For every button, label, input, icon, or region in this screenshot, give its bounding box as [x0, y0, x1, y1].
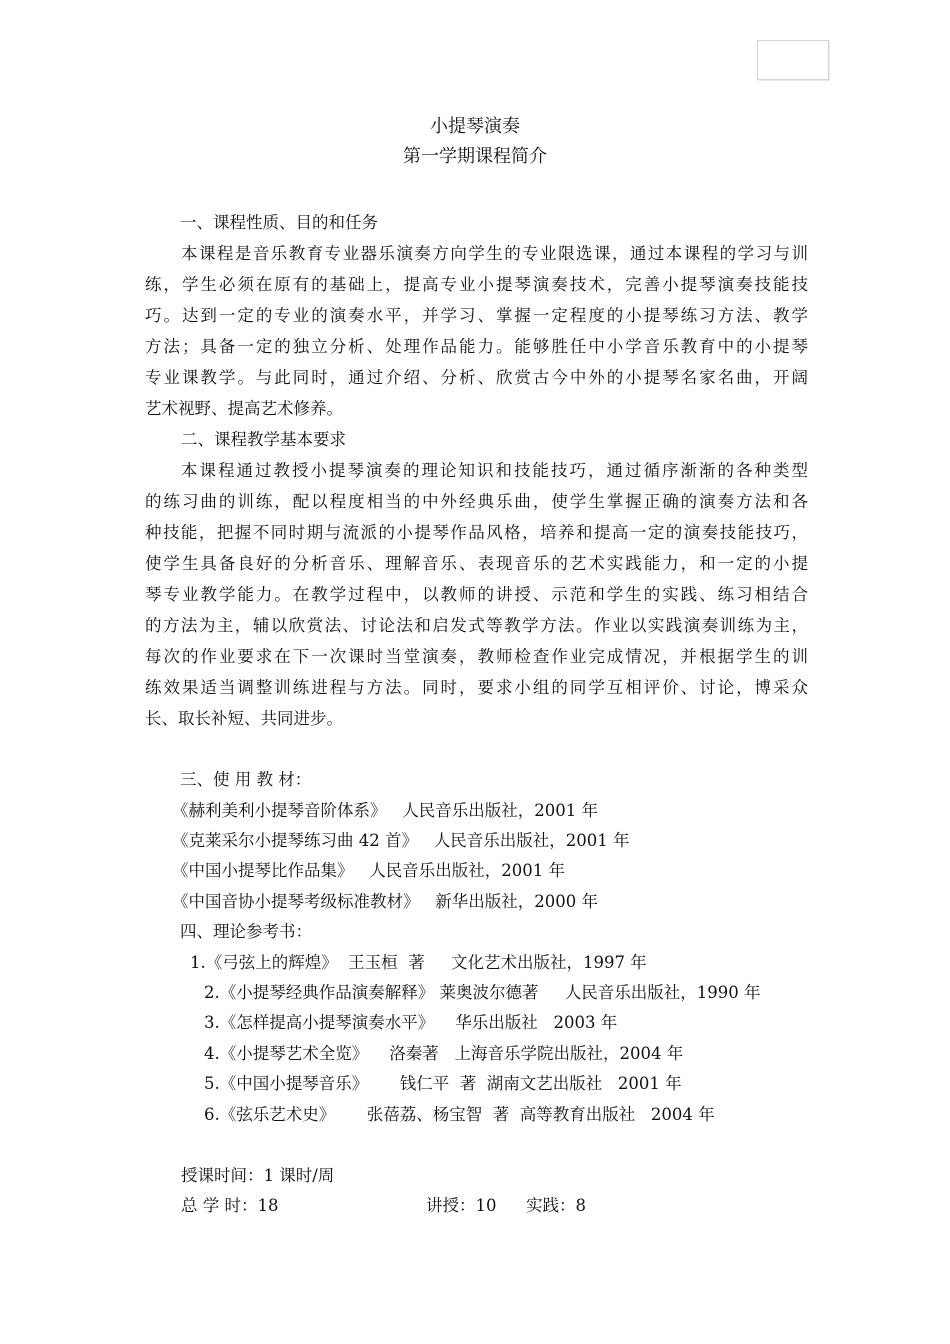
section1-line: 专业课教学。与此同时，通过介绍、分析、欣赏古今中外的小提琴名家名曲，开阔 — [145, 368, 808, 387]
reference-item: 4.《小提琴艺术全览》 洛秦著 上海音乐学院出版社，2004 年 — [204, 1044, 684, 1063]
section2-line: 本课程通过教授小提琴演奏的理论知识和技能技巧，通过循序渐渐的各种类型 — [181, 461, 808, 480]
section2-line: 种技能，把握不同时期与流派的小提琴作品风格，培养和提高一定的演奏技能技巧， — [145, 523, 808, 542]
reference-item: 2.《小提琴经典作品演奏解释》 莱奥波尔德著 人民音乐出版社，1990 年 — [204, 983, 761, 1002]
section2-line: 的方法为主，辅以欣赏法、讨论法和启发式等教学方法。作业以实践演奏训练为主， — [145, 616, 808, 635]
section1-line: 本课程是音乐教育专业器乐演奏方向学生的专业限选课，通过本课程的学习与训 — [181, 244, 808, 263]
textbook-item: 《中国音协小提琴考级标准教材》 新华出版社，2000 年 — [172, 892, 598, 911]
section2-line: 每次的作业要求在下一次课时当堂演奏，教师检查作业完成情况，并根据学生的训 — [145, 647, 808, 666]
textbook-item: 《赫利美利小提琴音阶体系》 人民音乐出版社，2001 年 — [172, 801, 598, 820]
section2-line: 长、取长补短、共同进步。 — [145, 709, 343, 728]
reference-item: 3.《怎样提高小提琴演奏水平》 华乐出版社 2003 年 — [204, 1013, 618, 1032]
section1-line: 练，学生必须在原有的基础上，提高专业小提琴演奏技术，完善小提琴演奏技能技 — [145, 275, 808, 294]
course-subtitle: 第一学期课程简介 — [403, 146, 547, 167]
section1-line: 方法；具备一定的独立分析、处理作品能力。能够胜任中小学音乐教育中的小提琴 — [145, 337, 808, 356]
section2-line: 使学生具备良好的分析音乐、理解音乐、表现音乐的艺术实践能力，和一定的小提 — [145, 554, 808, 573]
lecture-hours: 讲授：10 — [426, 1196, 497, 1215]
section1-line: 艺术视野、提高艺术修养。 — [145, 399, 343, 418]
section2-line: 琴专业教学能力。在教学过程中，以教师的讲授、示范和学生的实践、练习相结合 — [145, 585, 808, 604]
reference-item: 1.《弓弦上的辉煌》 王玉桓 著 文化艺术出版社，1997 年 — [190, 953, 647, 972]
section4-heading: 四、理论参考书： — [180, 922, 312, 941]
course-title: 小提琴演奏 — [430, 116, 520, 137]
section2-line: 练效果适当调整训练进程与方法。同时，要求小组的同学互相评价、讨论，博采众 — [145, 678, 808, 697]
total-hours: 总 学 时：18 — [181, 1196, 279, 1215]
section3-heading: 三、使 用 教 材： — [180, 770, 312, 789]
practice-hours: 实践：8 — [526, 1196, 586, 1215]
teaching-schedule: 授课时间：1 课时/周 — [181, 1166, 335, 1185]
reference-item: 6.《弦乐艺术史》 张蓓荔、杨宝智 著 高等教育出版社 2004 年 — [204, 1105, 715, 1124]
textbook-item: 《中国小提琴比作品集》 人民音乐出版社，2001 年 — [172, 861, 565, 880]
reference-item: 5.《中国小提琴音乐》 钱仁平 著 湖南文艺出版社 2001 年 — [204, 1074, 682, 1093]
section2-line: 的练习曲的训练，配以程度相当的中外经典乐曲，使学生掌握正确的演奏方法和各 — [145, 492, 808, 511]
corner-box — [757, 40, 829, 80]
section1-heading: 一、课程性质、目的和任务 — [180, 213, 378, 232]
textbook-item: 《克莱采尔小提琴练习曲 42 首》 人民音乐出版社，2001 年 — [172, 831, 630, 850]
section1-line: 巧。达到一定的专业的演奏水平，并学习、掌握一定程度的小提琴练习方法、教学 — [145, 306, 808, 325]
section2-heading: 二、课程教学基本要求 — [181, 430, 346, 449]
